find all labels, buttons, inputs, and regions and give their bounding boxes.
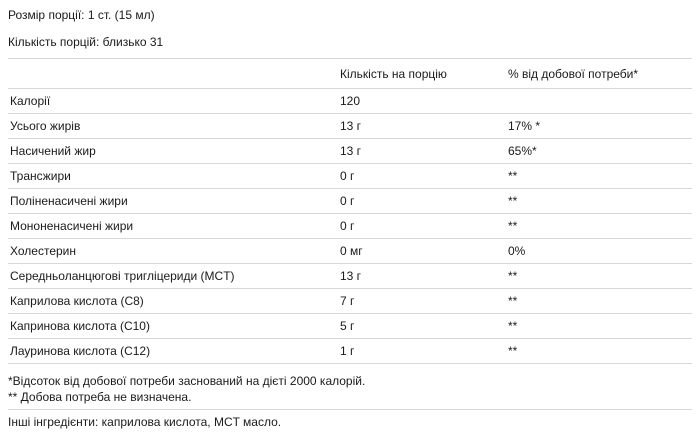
nutrient-daily-value: 65%* — [506, 139, 692, 164]
nutrient-amount: 0 г — [338, 214, 506, 239]
table-row — [8, 189, 692, 214]
nutrient-daily-value: 17% * — [506, 114, 692, 139]
nutrient-daily-value: ** — [506, 214, 692, 239]
table-row — [8, 89, 692, 114]
table-row — [8, 164, 692, 189]
table-row — [8, 314, 692, 339]
nutrient-amount: 13 г — [338, 264, 506, 289]
header-daily-value: % від добової потреби* — [506, 59, 692, 89]
nutrient-daily-value: ** — [506, 164, 692, 189]
nutrient-daily-value: 0% — [506, 239, 692, 264]
footnotes — [8, 373, 692, 405]
nutrient-daily-value: ** — [506, 339, 692, 364]
nutrient-daily-value: ** — [506, 289, 692, 314]
table-row — [8, 289, 692, 314]
nutrient-name: Насичений жир — [8, 139, 338, 164]
nutrient-daily-value: ** — [506, 189, 692, 214]
nutrient-amount: 0 г — [338, 164, 506, 189]
nutrient-name: Калорії — [8, 89, 338, 114]
nutrient-daily-value: ** — [506, 264, 692, 289]
serving-size: Розмір порції: 1 ст. (15 мл) — [8, 8, 155, 22]
table-row — [8, 214, 692, 239]
servings-count: Кількість порцій: близько 31 — [8, 35, 164, 49]
nutrient-daily-value: ** — [506, 314, 692, 339]
nutrient-amount: 5 г — [338, 314, 506, 339]
footnote-not-established: ** Добова потреба не визначена. — [8, 390, 192, 404]
nutrient-amount: 0 мг — [338, 239, 506, 264]
nutrition-table — [8, 58, 692, 364]
nutrient-name: Середньоланцюгові тригліцериди (MCT) — [8, 264, 338, 289]
footnote-daily-value: *Відсоток від добової потреби заснований на дієті 2000 калорій. — [8, 374, 366, 388]
nutrient-daily-value — [506, 89, 692, 114]
nutrient-amount: 120 — [338, 89, 506, 114]
nutrient-amount: 13 г — [338, 114, 506, 139]
nutrient-name: Поліненасичені жири — [8, 189, 338, 214]
header-nutrient — [8, 59, 338, 89]
header-amount: Кількість на порцію — [338, 59, 506, 89]
table-row — [8, 264, 692, 289]
nutrient-amount: 7 г — [338, 289, 506, 314]
nutrient-name: Холестерин — [8, 239, 338, 264]
nutrient-name: Усього жирів — [8, 114, 338, 139]
nutrient-amount: 1 г — [338, 339, 506, 364]
other-ingredients: Інші інгредієнти: каприлова кислота, MCT масло. — [8, 415, 282, 429]
table-header-row — [8, 59, 692, 89]
table-row — [8, 114, 692, 139]
nutrient-amount: 0 г — [338, 189, 506, 214]
table-row — [8, 239, 692, 264]
nutrient-name: Лауринова кислота (C12) — [8, 339, 338, 364]
nutrient-name: Капринова кислота (C10) — [8, 314, 338, 339]
nutrient-name: Мононенасичені жири — [8, 214, 338, 239]
nutrient-name: Трансжири — [8, 164, 338, 189]
nutrient-name: Каприлова кислота (C8) — [8, 289, 338, 314]
table-row — [8, 339, 692, 364]
table-row — [8, 139, 692, 164]
nutrient-amount: 13 г — [338, 139, 506, 164]
